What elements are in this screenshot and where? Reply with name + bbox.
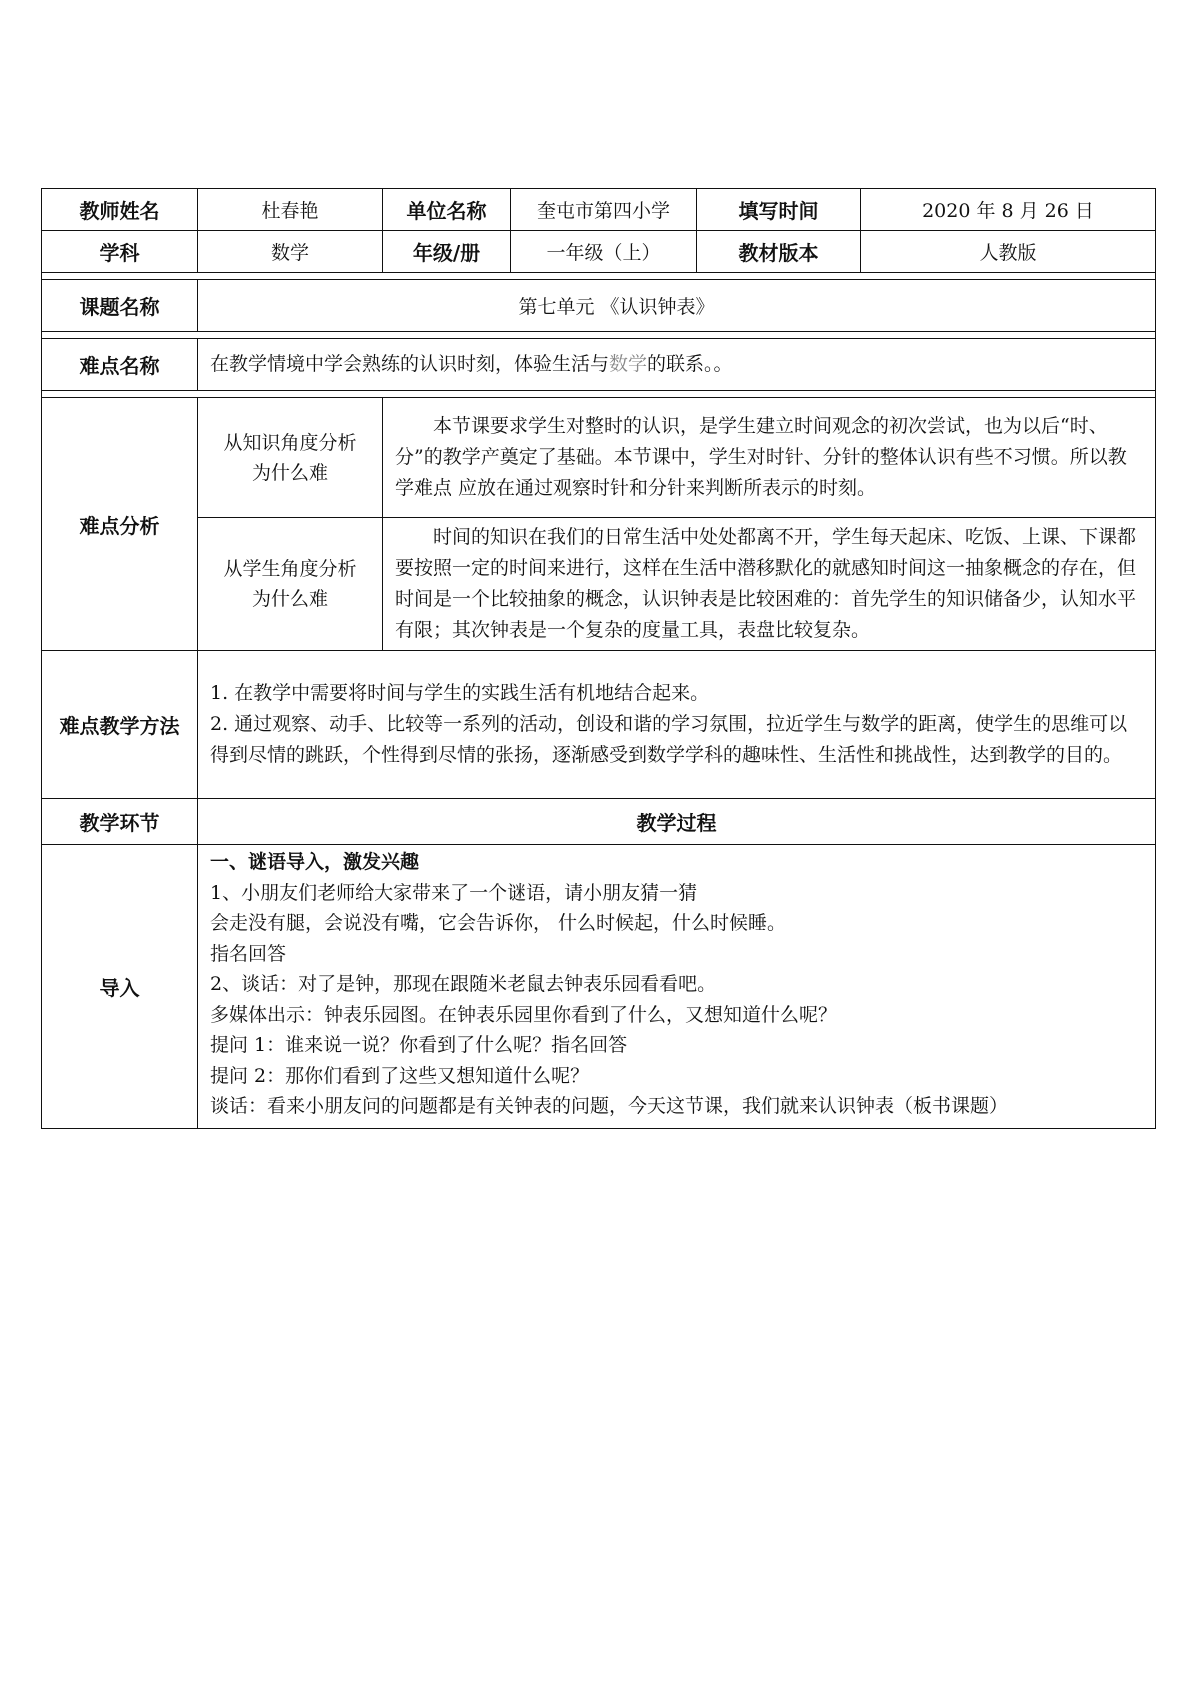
topic-row (42, 280, 1156, 332)
spacer-row (42, 332, 1156, 339)
difficulty-text-a: 在教学情境中学会熟练的认识时刻，体验生活与 (210, 353, 610, 375)
student-angle-label-line2: 为什么难 (251, 588, 328, 610)
subject-label: 学科 (42, 231, 198, 273)
subject-value: 数学 (198, 231, 383, 273)
process-header-row (42, 799, 1156, 845)
intro-line: 2、谈话：对了是钟，那现在跟随米老鼠去钟表乐园看看吧。 (210, 973, 717, 995)
analysis-student-row (42, 518, 1156, 651)
teacher-name-value: 杜春艳 (198, 189, 383, 231)
intro-line: 多媒体出示：钟表乐园图。在钟表乐园里你看到了什么，又想知道什么呢？ (210, 1003, 838, 1026)
grade-value: 一年级（上） (511, 231, 697, 273)
difficulty-value (198, 339, 1156, 391)
intro-line: 提问 2：那你们看到了这些又想知道什么呢？ (210, 1064, 590, 1087)
intro-row (42, 845, 1156, 1129)
intro-line: 1、小朋友们老师给大家带来了一个谜语，请小朋友猜一猜 (210, 881, 698, 904)
topic-value: 第七单元 《认识钟表》 (198, 280, 1156, 332)
header-row-2 (42, 231, 1156, 273)
intro-line: 提问 1：谁来说一说？你看到了什么呢？指名回答 (210, 1034, 628, 1056)
difficulty-label: 难点名称 (42, 339, 198, 391)
method-content (198, 651, 1156, 799)
method-item-1: 1. 在教学中需要将时间与学生的实践生活有机地结合起来。 (210, 682, 710, 704)
difficulty-text-c: 的联系。。 (647, 353, 733, 375)
knowledge-angle-label-line1: 从知识角度分析 (223, 431, 357, 454)
intro-line: 指名回答 (210, 942, 287, 965)
lesson-plan-sheet (41, 188, 1155, 1129)
unit-name-value: 奎屯市第四小学 (511, 189, 697, 231)
edition-label: 教材版本 (697, 231, 861, 273)
method-label: 难点教学方法 (42, 651, 198, 799)
spacer-cell (42, 332, 1156, 339)
fill-date-value: 2020 年 8 月 26 日 (861, 189, 1156, 231)
unit-name-label: 单位名称 (383, 189, 511, 231)
teacher-name-label: 教师姓名 (42, 189, 198, 231)
difficulty-text-b: 数学 (609, 353, 648, 375)
intro-label: 导入 (42, 845, 198, 1129)
method-item-2: 2. 通过观察、动手、比较等一系列的活动，创设和谐的学习氛围，拉近学生与数学的距离，使学生的思维可以得到尽情的跳跃，个性得到尽情的张扬，逐渐感受到数学学科的趣味性、生活性和挑战性，达到教学的目的。 (210, 713, 1128, 766)
student-angle-text: 时间的知识在我们的日常生活中处处都离不开，学生每天起床、吃饭、上课、下课都要按照一定的时间来进行，这样在生活中潜移默化的就感知时间这一抽象概念的存在，但时间是一个比较抽象的概念，认识钟表是比较困难的：首先学生的知识储备少，认知水平有限；其次钟表是一个复杂的度量工具，表盘比较复杂。 (383, 518, 1156, 651)
knowledge-angle-label (198, 398, 383, 518)
analysis-label: 难点分析 (42, 398, 198, 651)
student-angle-label-line1: 从学生角度分析 (223, 558, 357, 580)
topic-label: 课题名称 (42, 280, 198, 332)
spacer-cell (42, 273, 1156, 280)
intro-content (198, 845, 1156, 1129)
spacer-row (42, 391, 1156, 398)
intro-line: 会走没有腿，会说没有嘴，它会告诉你， 什么时候起，什么时候睡。 (210, 912, 787, 934)
student-angle-label (198, 518, 383, 651)
difficulty-row (42, 339, 1156, 391)
knowledge-angle-label-line2: 为什么难 (251, 461, 328, 484)
lesson-plan-table (41, 188, 1156, 1129)
intro-line: 谈话：看来小朋友问的问题都是有关钟表的问题，今天这节课，我们就来认识钟表（板书课题） (210, 1095, 1009, 1117)
teaching-stage-label: 教学环节 (42, 799, 198, 845)
spacer-cell (42, 391, 1156, 398)
header-row-1 (42, 189, 1156, 231)
edition-value: 人教版 (861, 231, 1156, 273)
knowledge-angle-text: 本节课要求学生对整时的认识，是学生建立时间观念的初次尝试，也为以后“时、分”的教学产奠定了基础。本节课中，学生对时针、分针的整体认识有些不习惯。所以教学难点 应放在通过观察时针和分针来判断所表示的时刻。 (383, 398, 1156, 518)
intro-line-heading: 一、谜语导入，激发兴趣 (210, 851, 420, 873)
grade-label: 年级/册 (383, 231, 511, 273)
teaching-process-label: 教学过程 (198, 799, 1156, 845)
analysis-knowledge-row (42, 398, 1156, 518)
method-row (42, 651, 1156, 799)
spacer-row (42, 273, 1156, 280)
fill-date-label: 填写时间 (697, 189, 861, 231)
